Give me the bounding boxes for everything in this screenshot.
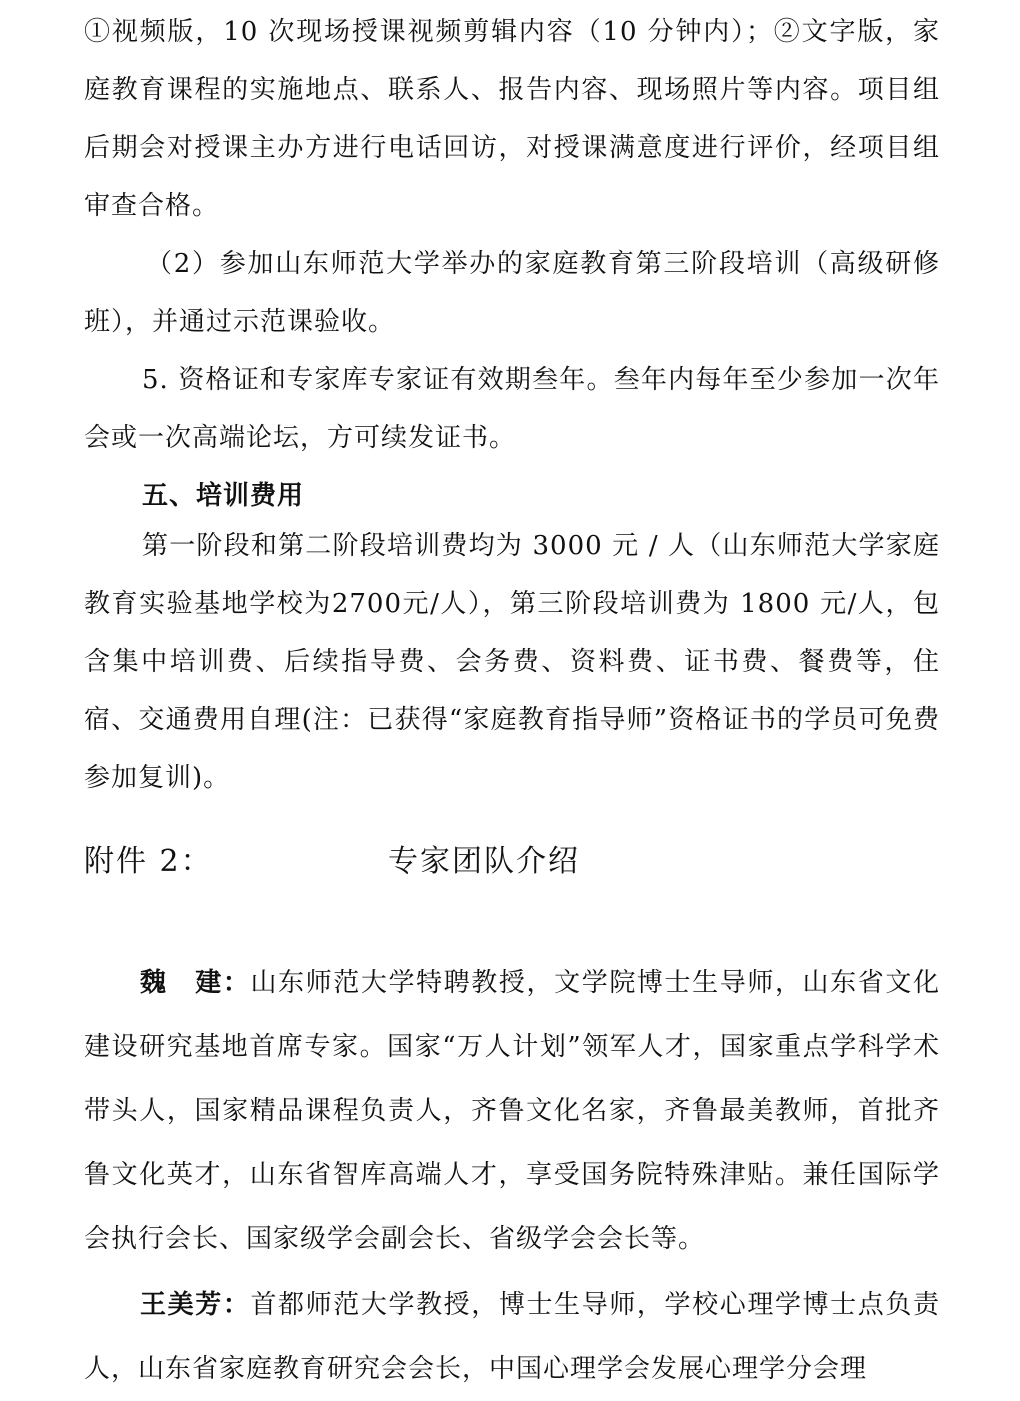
expert-bio-text: 首都师范大学教授，博士生导师，学校心理学博士点负责人，山东省家庭教育研究会会长，中国心理学会发展心理学分会理 [84, 1290, 940, 1384]
paragraph-project-materials: ①视频版，10 次现场授课视频剪辑内容（10 分钟内）；②文字版，家庭教育课程的实施地点、联系人、报告内容、现场照片等内容。项目组后期会对授课主办方进行电话回访，对授课满意度进行评价，经项目组审查合格。 [84, 17, 940, 221]
expert-bio-wei-jian [84, 951, 940, 1271]
paragraph-stage-three-training: （2）参加山东师范大学举办的家庭教育第三阶段培训（高级研修班），并通过示范课验收。 [84, 249, 940, 337]
paragraph-certificate-validity: 5. 资格证和专家库专家证有效期叁年。叁年内每年至少参加一次年会或一次高端论坛，方可续发证书。 [84, 365, 940, 453]
expert-bio-wang-meifang [84, 1273, 940, 1401]
expert-name: 王美芳： [140, 1290, 251, 1320]
expert-bio-text: 山东师范大学特聘教授，文学院博士生导师，山东省文化建设研究基地首席专家。国家“万人计划”领军人才，国家重点学科学术带头人，国家精品课程负责人，齐鲁文化名家，齐鲁最美教师，首批齐鲁文化英才，山东省智库高端人才，享受国务院特殊津贴。兼任国际学会执行会长、国家级学会副会长、省级学会会长等。 [84, 968, 940, 1254]
expert-name: 魏 建： [140, 968, 251, 998]
paragraph-training-fees: 第一阶段和第二阶段培训费均为 3000 元 / 人（山东师范大学家庭教育实验基地学校为2700元/人），第三阶段培训费为 1800 元/人，包含集中培训费、后续指导费、会务费、资料费、证书费、餐费等，住宿、交通费用自理(注：已获得“家庭教育指导师”资格证书的学员可免费参加复训)。 [84, 531, 940, 793]
section-heading-training-fees: 五、培训费用 [142, 481, 305, 511]
attachment-label: 附件 2： [84, 844, 213, 879]
attachment-title: 专家团队介绍 [388, 844, 580, 879]
